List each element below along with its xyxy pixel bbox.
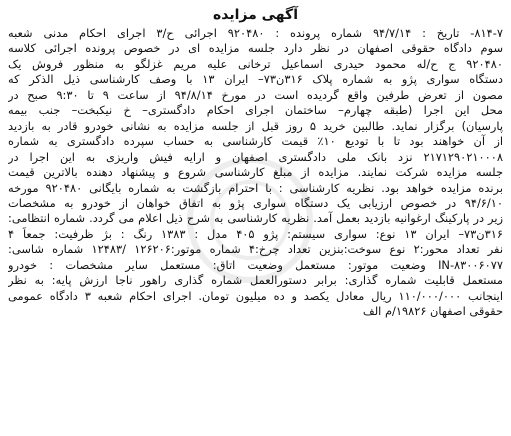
notice-line: سوم دادگاه حقوقی اصفهان در نظر دارد جلسه مزایده ای در خصوص پرونده اجرائی کلاسه [8, 41, 503, 56]
notice-line: محل این اجرا (طبقه چهارم– ساختمان اجرای احکام دادگستری– خ نیکبخت– جنب بیمه [8, 103, 503, 118]
notice-line: IN-۸۳۰۰۶۰۷۷ وضعیت موتور: مستعمل وضعیت اتاق: مستعمل سایر مشخصات : خودرو [8, 257, 503, 272]
notice-title: آگهی مزایده [212, 7, 298, 23]
notice-line: ۹۴/۶/۱۰ در خصوص ارزیابی یک دستگاه سواری پژو به اتفاق خواهان از خودرو به مشخصات [8, 195, 503, 210]
notice-line: ۸۱۴-۷- تاریخ : ۹۴/۷/۱۴ شماره پرونده : ۹۲۰۴۸۰ اجرائی ح/۳ اجرای احکام مدنی شعبه [8, 26, 503, 40]
notice-line: برنده مزایده خواهد بود. نظریه کارشناسی : با احترام بازگشت به شماره بایگانی ۹۲۰۴۸۰ مورخه [8, 180, 503, 195]
notice-line: حقوقی اصفهان ۱۹۸۲۶/م الف [362, 304, 503, 319]
notice-line: ۲۱۷۱۲۹۰۲۱۰۰۰۸ نزد بانک ملی دادگستری اصفهان و ارایه فیش واریزی به این اجرا در [8, 149, 503, 164]
notice-body [8, 26, 503, 320]
notice-line: از آن خواهند بود تا با تودیع ۱۰٪ قیمت کارشناسی به حساب سپرده دادگستری به شماره [8, 134, 503, 149]
notice-line: پارسیان) برگزار نماید. طالبین خرید ۵ روز قبل از جلسه مزایده به نشانی خودرو قادر به بازدید [8, 118, 503, 133]
notice-line: مستعمل قابلیت شماره گذاری: برابر دستورالعمل شماره گذاری راهور ناجا ارزش پایه: به نظر [8, 273, 503, 288]
notice-line: دستگاه سواری پژو به شماره پلاک ۳۱۶ن۷۳– ایران ۱۳ با وصف کارشناسی ذیل الذکر که [8, 72, 503, 87]
notice-line: جلسه مزایده شرکت نمایند. مزایده از مبلغ کارشناسی شروع و پیشنهاد دهنده بالاترین قیمت [8, 165, 503, 180]
notice-line: نفر تعداد محور:۲ نوع سوخت:بنزین تعداد چرخ:۴ شماره موتور:۱۲۶۲۰۶ /۱۲۴۸۳ شماره شاسی: [8, 242, 503, 257]
notice-line: مصون از تعرض طرفین واقع گردیده است در مورخ ۹۴/۸/۱۴ از ساعت ۹ تا ۹:۳۰ صبح در [8, 87, 503, 102]
notice-line: زیر در پارکینگ ارغوانیه بازدید بعمل آمد. نظریه کارشناسی به شرح ذیل اعلام می گردد. شماره انتظامی: [8, 211, 503, 226]
notice-line: ۹۲۰۴۸۰ ج ح/له محمود حیدری اسماعیل ترخانی علیه مریم غزلگو به منظور فروش یک [8, 56, 503, 71]
notice-line: ۳۱۶ن۷۳– ایران ۱۳ نوع: سواری سیستم: پژو ۴۰۵ مدل : ۱۳۸۳ رنگ : بژ ظرفیت: جمعاً ۴ [8, 226, 503, 241]
notice-line: اینجانب ۱۱۰/۰۰۰/۰۰۰ ریال معادل یکصد و ده میلیون تومان. اجرای احکام شعبه ۳ دادگاه عمومی [8, 288, 503, 303]
